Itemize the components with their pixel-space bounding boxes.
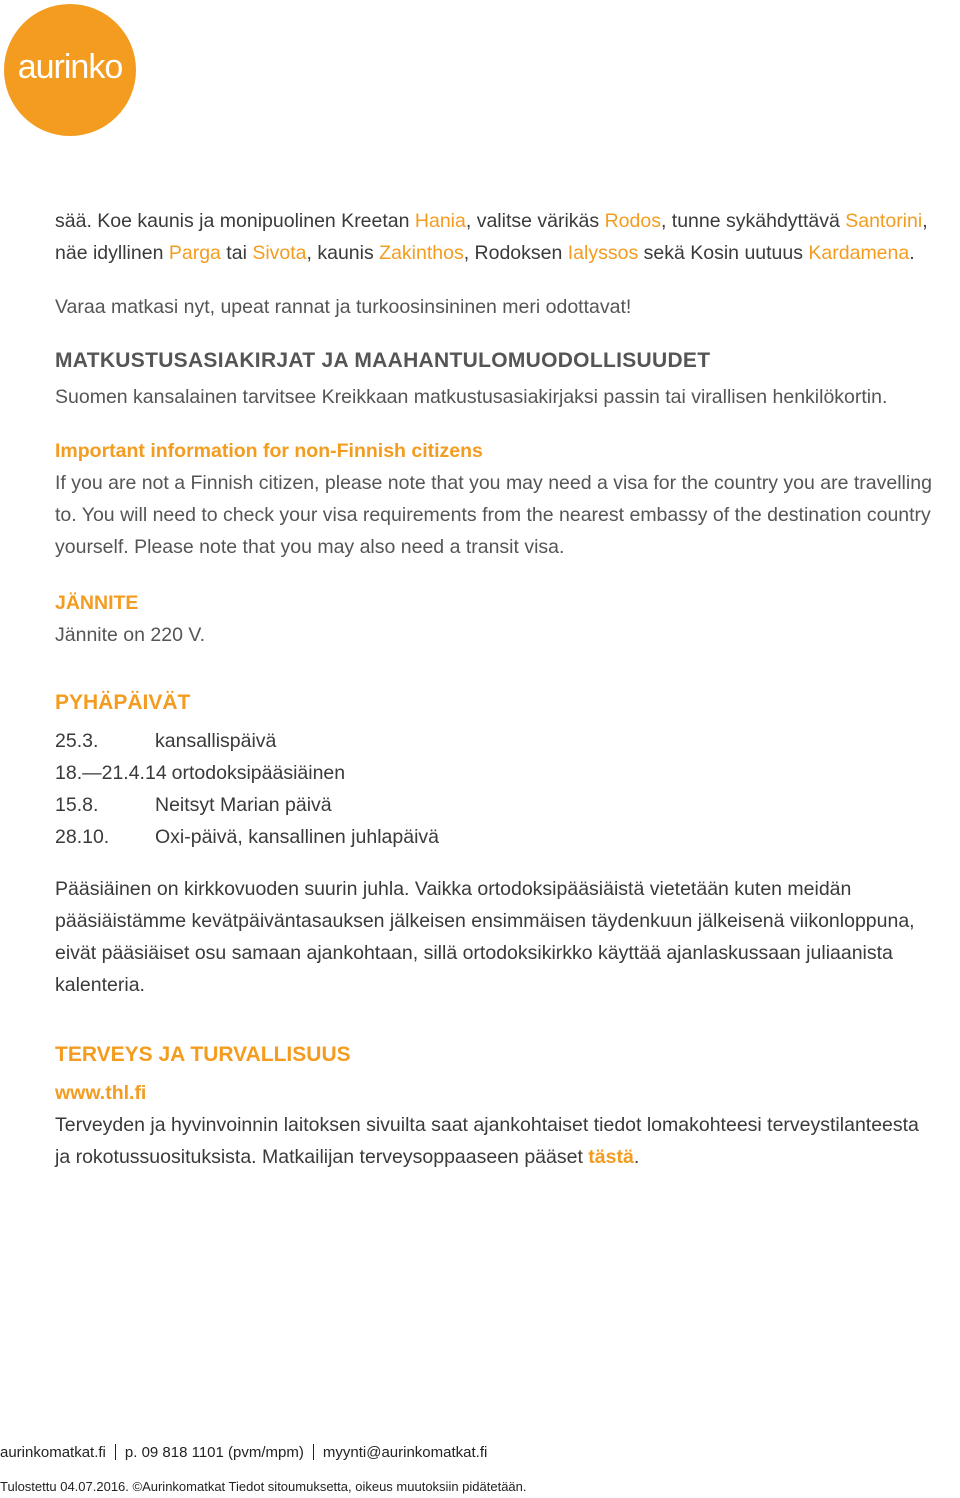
holiday-name: Oxi-päivä, kansallinen juhlapäivä bbox=[155, 826, 439, 848]
health-heading: TERVEYS JA TURVALLISUUS bbox=[55, 1043, 351, 1066]
holiday-name: kansallispäivä bbox=[155, 730, 277, 752]
destination-link[interactable]: Kardamena bbox=[808, 242, 910, 264]
aurinko-logo[interactable] bbox=[4, 4, 136, 136]
thl-link[interactable]: www.thl.fi bbox=[55, 1082, 147, 1104]
holidays-heading: PYHÄPÄIVÄT bbox=[55, 691, 191, 714]
nonfinnish-heading: Important information for non-Finnish citizens bbox=[55, 440, 483, 462]
health-text-end: . bbox=[633, 1146, 640, 1168]
footer-print-note: Tulostettu 04.07.2016. ©Aurinkomatkat Tiedot sitoumuksetta, oikeus muutoksiin pidätetään. bbox=[0, 1479, 527, 1494]
holiday-row bbox=[55, 725, 935, 757]
holiday-row bbox=[55, 757, 935, 789]
health-text bbox=[55, 1109, 935, 1173]
holiday-row bbox=[55, 821, 935, 853]
main-content bbox=[55, 205, 935, 1173]
intro-text: , valitse värikäs bbox=[465, 210, 605, 232]
holiday-date: 15.8. bbox=[55, 794, 99, 816]
footer-email-link[interactable]: myynti@aurinkomatkat.fi bbox=[322, 1444, 488, 1461]
intro-text: sekä Kosin uutuus bbox=[638, 242, 809, 264]
intro-text: , näe idyllinen bbox=[55, 210, 928, 264]
holidays-list bbox=[55, 725, 935, 853]
docs-heading: MATKUSTUSASIAKIRJAT JA MAAHANTULOMUODOLLISUUDET bbox=[55, 349, 711, 372]
easter-text: Pääsiäinen on kirkkovuoden suurin juhla. Vaikka ortodoksipääsiäistä vietetään kuten meidän pääsiäistämme kevätpäiväntasauksen jälkeisen ensimmäisen täydenkuun jälkeisenä viikonloppuna, eivät pääsiäiset osu samaan ajankohtaan, sillä ortodoksikirkko käyttää ajanlaskussaan juliaanista kalenteria. bbox=[55, 878, 915, 996]
destination-link[interactable]: Sivota bbox=[252, 242, 307, 264]
footer-separator bbox=[313, 1444, 314, 1460]
intro-text: , tunne sykähdyttävä bbox=[660, 210, 846, 232]
holiday-date: 28.10. bbox=[55, 826, 110, 848]
holiday-date: 18.—21.4.14 bbox=[55, 762, 167, 784]
footer-phone: p. 09 818 1101 (pvm/mpm) bbox=[124, 1444, 304, 1461]
nonfinnish-text: If you are not a Finnish citizen, please note that you may need a visa for the country you are travelling to. You will need to check your visa requirements from the nearest embassy of the destination country yourself. Please note that you may also need a transit visa. bbox=[55, 472, 932, 558]
intro-text: sää. Koe kaunis ja monipuolinen Kreetan bbox=[55, 210, 415, 232]
docs-text: Suomen kansalainen tarvitsee Kreikkaan matkustusasiakirjaksi passin tai virallisen henkilökortin. bbox=[55, 386, 888, 408]
footer-separator bbox=[115, 1444, 116, 1460]
destination-link[interactable]: Zakinthos bbox=[379, 242, 464, 264]
voltage-text: Jännite on 220 V. bbox=[55, 624, 205, 646]
voltage-heading: JÄNNITE bbox=[55, 592, 139, 614]
destination-link[interactable]: Santorini bbox=[845, 210, 923, 232]
destination-link[interactable]: Hania bbox=[414, 210, 466, 232]
destination-link[interactable]: Ialyssos bbox=[567, 242, 639, 264]
destination-link[interactable]: Rodos bbox=[604, 210, 661, 232]
holiday-name: Neitsyt Marian päivä bbox=[155, 794, 332, 816]
intro-text: , Rodoksen bbox=[463, 242, 568, 264]
health-guide-link[interactable]: tästä bbox=[588, 1146, 634, 1168]
holiday-name: ortodoksipääsiäinen bbox=[171, 762, 346, 784]
footer-contact bbox=[0, 1444, 487, 1461]
footer-site-link[interactable]: aurinkomatkat.fi bbox=[0, 1444, 106, 1461]
intro-paragraph bbox=[55, 205, 935, 269]
intro-text: . bbox=[909, 242, 915, 264]
holiday-date: 25.3. bbox=[55, 730, 99, 752]
intro-text: tai bbox=[220, 242, 253, 264]
health-text-body: Terveyden ja hyvinvoinnin laitoksen sivuilta saat ajankohtaiset tiedot lomakohteesi terveystilanteesta ja rokotussuosituksista. Matkailijan terveysoppaaseen pääset bbox=[55, 1114, 919, 1168]
destination-link[interactable]: Parga bbox=[168, 242, 221, 264]
logo-text: aurinko bbox=[17, 47, 123, 86]
holiday-row bbox=[55, 789, 935, 821]
intro-cta: Varaa matkasi nyt, upeat rannat ja turkoosinsininen meri odottavat! bbox=[55, 296, 632, 318]
intro-text: , kaunis bbox=[306, 242, 380, 264]
